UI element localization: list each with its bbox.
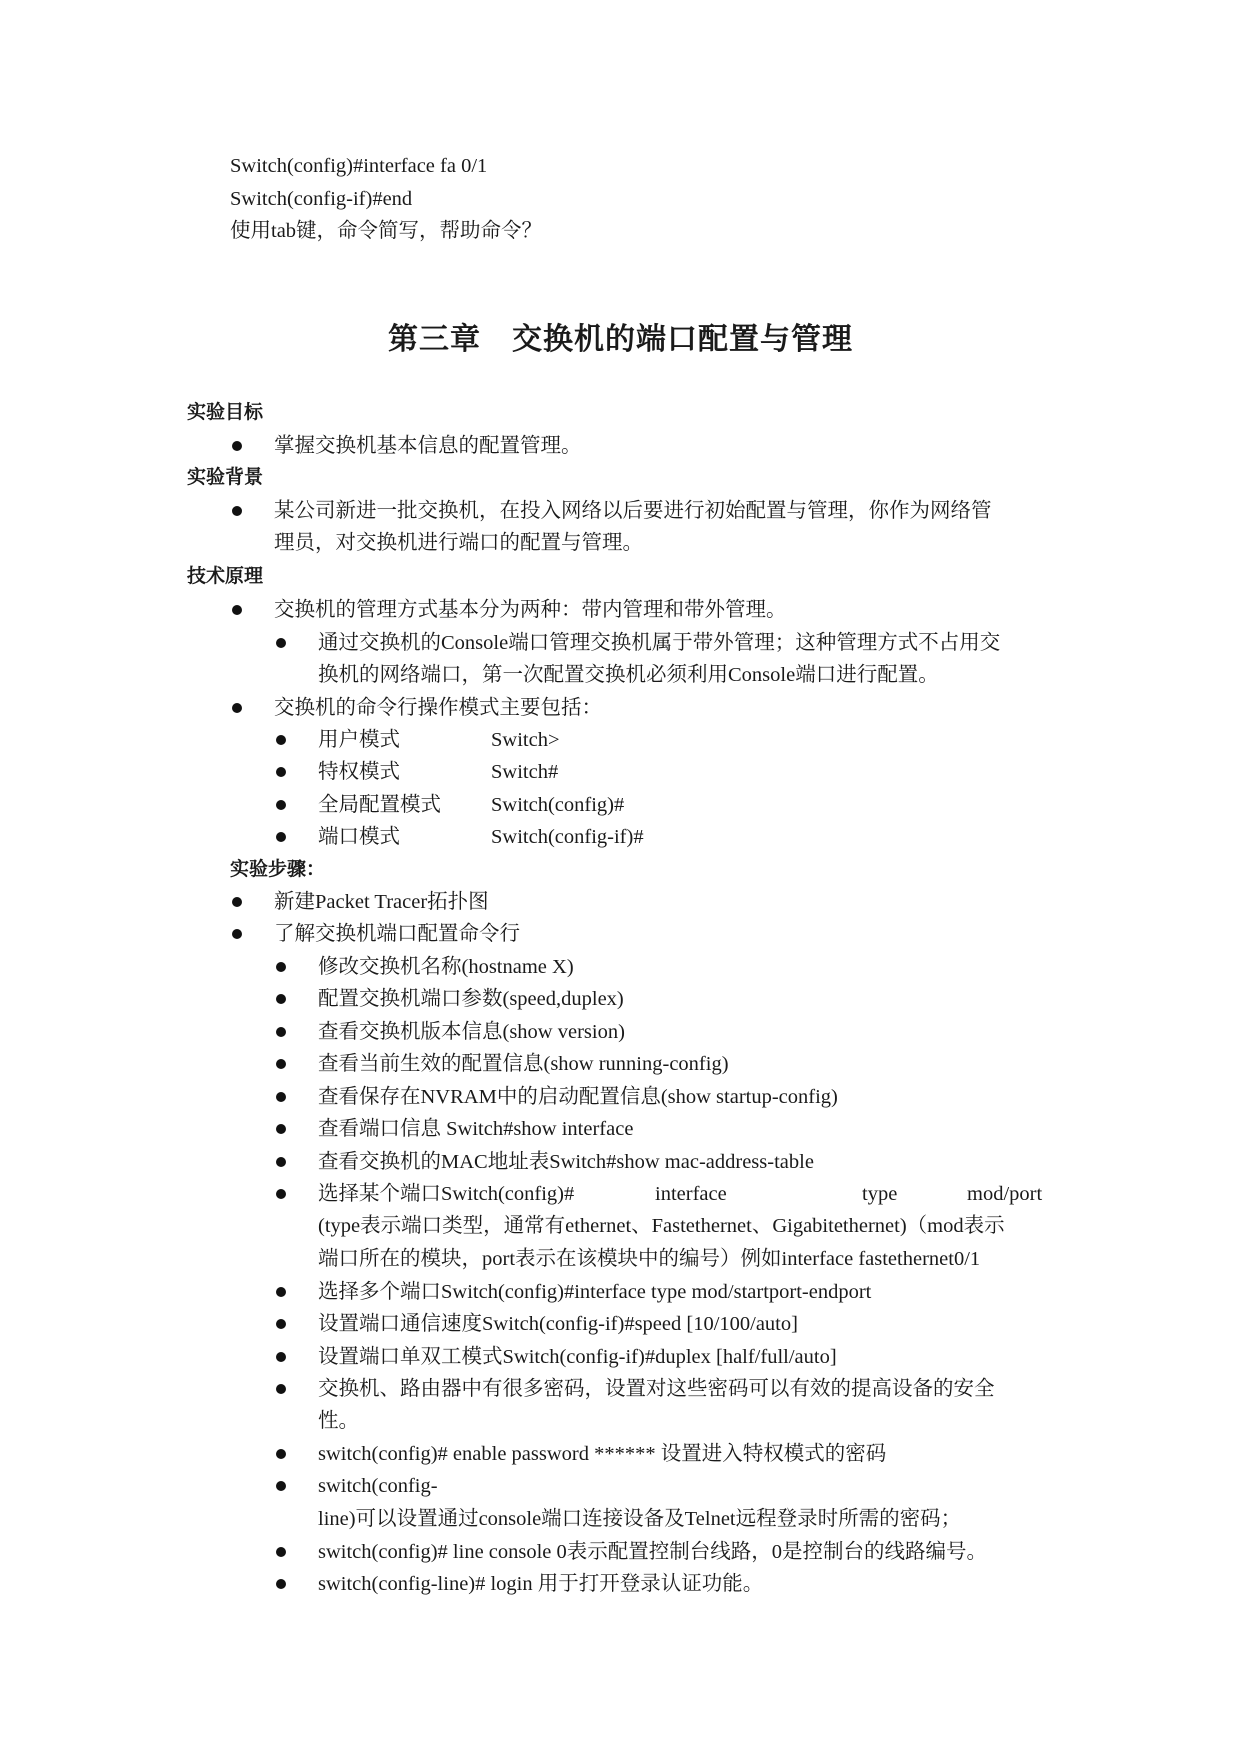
- principle-sub-1-line-1: 通过交换机的Console端口管理交换机属于带外管理；这种管理方式不占用交: [318, 632, 1001, 654]
- step-sub-12-line-2: 性。: [318, 1410, 359, 1432]
- step-sub-4: 查看当前生效的配置信息(show running-config): [318, 1053, 729, 1075]
- principle-heading: 技术原理: [187, 565, 264, 587]
- step-sub-13: switch(config)# enable password ****** 设置进入特权模式的密码: [318, 1443, 887, 1465]
- bullet-dot: [276, 832, 286, 842]
- step-sub-8-part-d: mod/port: [967, 1183, 1043, 1205]
- chapter-title: 第三章 交换机的端口配置与管理: [388, 322, 853, 357]
- principle-item-1: 交换机的管理方式基本分为两种：带内管理和带外管理。: [274, 599, 787, 621]
- steps-item-2: 了解交换机端口配置命令行: [274, 923, 520, 945]
- mode-prompt: Switch(config)#: [491, 794, 625, 816]
- mode-name: 特权模式: [318, 761, 400, 783]
- mode-name: 端口模式: [318, 826, 400, 848]
- bullet-dot: [276, 1319, 286, 1329]
- step-sub-12-line-1: 交换机、路由器中有很多密码，设置对这些密码可以有效的提高设备的安全: [318, 1378, 995, 1400]
- bullet-dot: [276, 767, 286, 777]
- goal-item-1: 掌握交换机基本信息的配置管理。: [274, 435, 582, 457]
- background-heading: 实验背景: [187, 466, 264, 488]
- step-sub-16: switch(config-line)# login 用于打开登录认证功能。: [318, 1573, 764, 1595]
- mode-name: 用户模式: [318, 729, 400, 751]
- bullet-dot: [276, 800, 286, 810]
- bullet-dot: [232, 506, 242, 516]
- bullet-dot: [276, 1384, 286, 1394]
- background-item-1-line-2: 理员，对交换机进行端口的配置与管理。: [274, 532, 643, 554]
- step-sub-5: 查看保存在NVRAM中的启动配置信息(show startup-config): [318, 1086, 838, 1108]
- step-sub-7: 查看交换机的MAC地址表Switch#show mac-address-table: [318, 1151, 814, 1173]
- bullet-dot: [276, 1124, 286, 1134]
- bullet-dot: [276, 1027, 286, 1037]
- bullet-dot: [276, 962, 286, 972]
- step-sub-14-line-1: switch(config-: [318, 1475, 438, 1497]
- bullet-dot: [276, 994, 286, 1004]
- mode-prompt: Switch>: [491, 729, 560, 751]
- bullet-dot: [276, 1579, 286, 1589]
- step-sub-8-line-3: 端口所在的模块，port表示在该模块中的编号）例如interface fastethernet0/1: [318, 1248, 981, 1270]
- step-sub-6: 查看端口信息 Switch#show interface: [318, 1118, 634, 1140]
- step-sub-8-part-a: 选择某个端口Switch(config)#: [318, 1183, 575, 1205]
- bullet-dot: [276, 735, 286, 745]
- step-sub-15: switch(config)# line console 0表示配置控制台线路，0是控制台的线路编号。: [318, 1541, 988, 1563]
- step-sub-14-line-2: line)可以设置通过console端口连接设备及Telnet远程登录时所需的密码；: [318, 1508, 962, 1530]
- bullet-dot: [232, 441, 242, 451]
- bullet-dot: [276, 1352, 286, 1362]
- step-sub-3: 查看交换机版本信息(show version): [318, 1021, 625, 1043]
- bullet-dot: [276, 1287, 286, 1297]
- step-sub-8-line-2: (type表示端口类型，通常有ethernet、Fastethernet、Gigabitethernet)（mod表示: [318, 1215, 1005, 1237]
- bullet-dot: [232, 605, 242, 615]
- bullet-dot: [276, 1157, 286, 1167]
- step-sub-8-part-b: interface: [655, 1183, 727, 1205]
- principle-sub-1-line-2: 换机的网络端口，第一次配置交换机必须利用Console端口进行配置。: [318, 664, 939, 686]
- bullet-dot: [276, 1189, 286, 1199]
- bullet-dot: [276, 1059, 286, 1069]
- steps-heading: 实验步骤：: [230, 858, 326, 880]
- principle-item-2: 交换机的命令行操作模式主要包括：: [274, 697, 602, 719]
- bullet-dot: [232, 897, 242, 907]
- mode-prompt: Switch#: [491, 761, 559, 783]
- intro-line-1: Switch(config)#interface fa 0/1: [230, 155, 488, 177]
- step-sub-10: 设置端口通信速度Switch(config-if)#speed [10/100/auto]: [318, 1313, 798, 1335]
- background-item-1-line-1: 某公司新进一批交换机，在投入网络以后要进行初始配置与管理，你作为网络管: [274, 500, 992, 522]
- mode-name: 全局配置模式: [318, 794, 441, 816]
- bullet-dot: [232, 703, 242, 713]
- intro-line-2: Switch(config-if)#end: [230, 188, 413, 210]
- bullet-dot: [276, 638, 286, 648]
- bullet-dot: [276, 1547, 286, 1557]
- step-sub-9: 选择多个端口Switch(config)#interface type mod/startport-endport: [318, 1281, 872, 1303]
- mode-prompt: Switch(config-if)#: [491, 826, 644, 848]
- step-sub-11: 设置端口单双工模式Switch(config-if)#duplex [half/full/auto]: [318, 1346, 837, 1368]
- step-sub-1: 修改交换机名称(hostname X): [318, 956, 574, 978]
- bullet-dot: [276, 1481, 286, 1491]
- step-sub-2: 配置交换机端口参数(speed,duplex): [318, 988, 624, 1010]
- step-sub-8-part-c: type: [862, 1183, 898, 1205]
- steps-item-1: 新建Packet Tracer拓扑图: [274, 891, 489, 913]
- bullet-dot: [232, 929, 242, 939]
- intro-line-3: 使用tab键，命令简写，帮助命令？: [230, 220, 543, 242]
- goal-heading: 实验目标: [187, 401, 264, 423]
- bullet-dot: [276, 1449, 286, 1459]
- bullet-dot: [276, 1092, 286, 1102]
